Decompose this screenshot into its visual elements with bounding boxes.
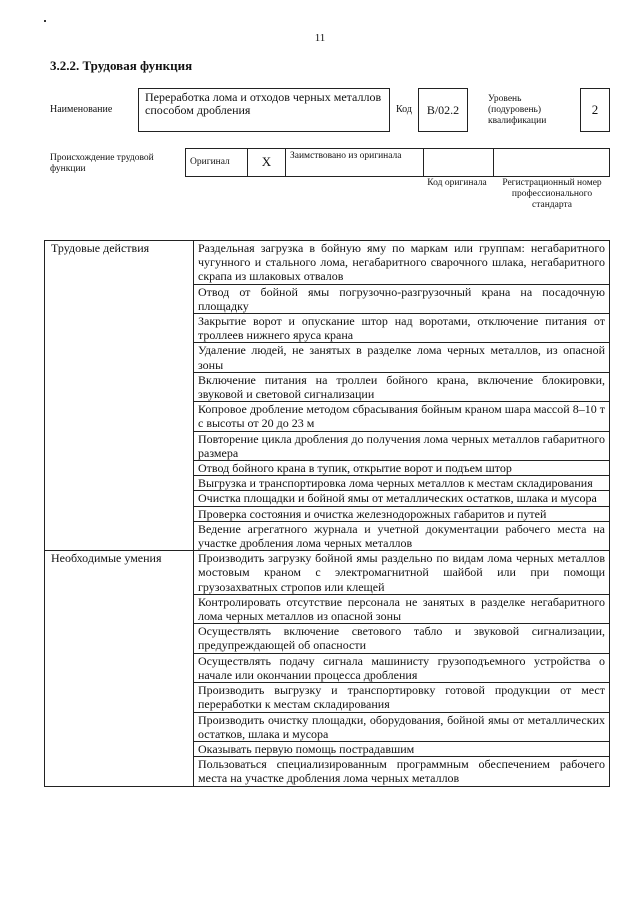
action-item: Очистка площадки и бойной ямы от металлических остатков, шлака и мусора: [194, 491, 610, 506]
level-label: Уровень (подуровень) квалификации: [488, 94, 547, 126]
code-label: Код: [396, 104, 412, 115]
action-item: Проверка состояния и очистка железнодорожных габаритов и путей: [194, 506, 610, 521]
function-table: [44, 240, 610, 787]
skill-item: Оказывать первую помощь пострадавшим: [194, 741, 610, 756]
action-item: Включение питания на троллеи бойного крана, включение блокировки, звуковой и световой сигнализации: [194, 372, 610, 401]
action-item: Отвод от бойной ямы погрузочно-разгрузочный крана на посадочную площадку: [194, 284, 610, 313]
page-number: 11: [314, 32, 326, 44]
table-row: [45, 551, 610, 595]
action-item: Раздельная загрузка в бойную яму по маркам или группам: негабаритного чугунного и стального лома, негабаритного сварочного шлака, негабаритного скрапа из шлаковых отвалов: [194, 241, 610, 285]
origin-label: Происхождение трудовой функции: [50, 153, 154, 174]
caption-code-original: Код оригинала: [427, 178, 487, 188]
name-value: Переработка лома и отходов черных металлов способом дробления: [138, 88, 390, 132]
skill-item: Производить загрузку бойной ямы раздельно по видам лома черных металлов мостовым краном с электромагнитной шайбой или при помощи грузозахватных стропов или клещей: [194, 551, 610, 595]
action-item: Закрытие ворот и опускание штор над воротами, отключение питания от троллеев нижнего яруса крана: [194, 314, 610, 343]
code-value: B/02.2: [418, 88, 468, 132]
origin-borrowed-label: Заимствовано из оригинала: [286, 149, 424, 177]
action-item: Отвод бойного крана в тупик, открытие ворот и подъем штор: [194, 461, 610, 476]
scan-speck: [44, 20, 46, 22]
name-label: Наименование: [50, 104, 113, 115]
action-item: Удаление людей, не занятых в разделке лома черных металлов, из опасной зоны: [194, 343, 610, 372]
action-item: Ведение агрегатного журнала и учетной документации рабочего места на участке дробления лома черных металлов: [194, 521, 610, 550]
skill-item: Осуществлять включение светового табло и звуковой сигнализации, предупреждающей об опасности: [194, 624, 610, 653]
origin-table: [185, 148, 610, 177]
origin-original-mark: X: [248, 149, 286, 177]
origin-reg-cell: [494, 149, 610, 177]
action-item: Повторение цикла дробления до получения лома черных металлов габаритного размера: [194, 431, 610, 460]
skill-item: Осуществлять подачу сигнала машинисту грузоподъемного устройства о начале или окончании процесса дробления: [194, 653, 610, 682]
section-title: 3.2.2. Трудовая функция: [50, 58, 193, 73]
skills-label: Необходимые умения: [45, 551, 194, 786]
origin-original-label: Оригинал: [186, 149, 248, 177]
level-value: 2: [580, 88, 610, 132]
table-row: [45, 241, 610, 285]
action-item: Выгрузка и транспортировка лома черных металлов к местам складирования: [194, 476, 610, 491]
action-item: Копровое дробление методом сбрасывания бойным краном шара массой 8–10 т с высоты от 20 до 23 м: [194, 402, 610, 431]
skill-item: Пользоваться специализированным программным обеспечением рабочего места на участке дробления лома черных металлов: [194, 757, 610, 786]
skill-item: Контролировать отсутствие персонала не занятых в разделке негабаритного лома черных металлов из опасной зоны: [194, 594, 610, 623]
caption-reg-number: Регистрационный номер профессионального стандарта: [502, 178, 602, 210]
origin-code-cell: [424, 149, 494, 177]
actions-label: Трудовые действия: [45, 241, 194, 551]
skill-item: Производить очистку площадки, оборудования, бойной ямы от металлических остатков, шлака и мусора: [194, 712, 610, 741]
skill-item: Производить выгрузку и транспортировку готовой продукции от мест переработки к местам складирования: [194, 683, 610, 712]
